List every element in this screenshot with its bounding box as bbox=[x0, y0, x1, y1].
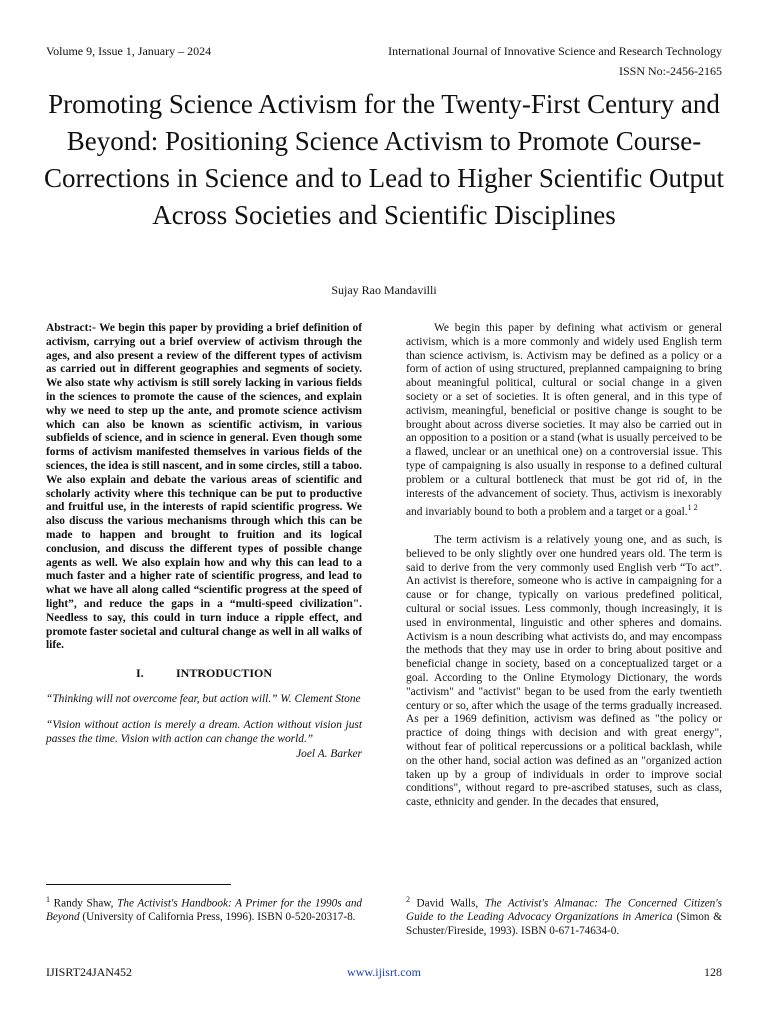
footnote-refs: 1 2 bbox=[687, 503, 698, 513]
paper-title: Promoting Science Activism for the Twenty-First Century and Beyond: Positioning Science Activism to Promote Course-Corrections in Science and to Lead to Higher Scientific Output Across Societies and Scientific Disciplines bbox=[43, 89, 725, 230]
paragraph-text: We begin this paper by defining what activism or general activism, which is a more commonly and widely used English term than science activism, is. Activism may be defined as a policy or a form of action of using structured, preplanned campaigning to bring about meaningful political, cultural or social change in a given society or a set of societies. It is often general, and in this type of activism, meaningful, beneficial or positive change is sought to be brought about across diverse societies. It may also be carried out in an opposition to a position or a stand (what is usually perceived to be a flawed, unclear or an unethical one) on a controversial issue. This type of campaigning is also usually in response to a defined cultural problem or a cultural bottleneck that must be got rid of, in the interests of the advancement of society. Thus, activism is inexorably and invariably bound to both a problem and a target or a goal. bbox=[406, 322, 722, 519]
quote-stone: “Thinking will not overcome fear, but action will.” W. Clement Stone bbox=[46, 692, 361, 705]
footnote-book-title: The Activist's Handbook: A Primer for the 1990s and Beyond bbox=[46, 897, 363, 924]
quote-author: Joel A. Barker bbox=[296, 748, 362, 761]
paragraph: The term activism is a relatively young one, and as such, is believed to be only slightly over one hundred years old. The term is said to derive from the very commonly used English verb “To act”. An activist is therefore, someone who is active in campaigning for a cause or for change, typically on various predefined political, cultural or social issues. Less commonly, though increasingly, it is used in environmental, linguistic and other spheres and domains. Activism is a noun describing what activists do, and may encompass the methods that they may use in order to bring about positive and beneficial change in society, based on a conceptualized target or a goal. According to the Online Etymology Dictionary, the words "activism" and "activist" began to be used from the early twentieth century or so, after which the usage of the terms gradually increased. As per a 1969 definition, activism was defined as "the policy or practice of doing things with decision and with great energy", without fear of political repercussions or a political backlash, while on the other hand, social action was defined as an "organized action taken up by a group of individuals in order to improve social conditions", without regard to pre-ascribed statuses, such as class, caste, ethnicity and gender. In the decades that ensured, bbox=[406, 533, 722, 809]
footnote-2 bbox=[406, 893, 722, 939]
footnote-number: 1 bbox=[46, 895, 50, 904]
journal-url[interactable]: www.ijisrt.com bbox=[347, 965, 421, 979]
journal-name: International Journal of Innovative Science and Research Technology bbox=[388, 44, 722, 58]
footnote-author: David Walls, bbox=[416, 897, 485, 910]
left-column bbox=[46, 322, 362, 762]
page-number: 128 bbox=[704, 965, 722, 979]
author-name: Sujay Rao Mandavilli bbox=[331, 283, 437, 297]
footnote-author: Randy Shaw, bbox=[53, 897, 118, 910]
footnote-details: (Simon & Schuster/Fireside, 1993). ISBN 0-671-74634-0. bbox=[406, 911, 722, 937]
section-heading bbox=[46, 667, 362, 681]
footnote-book-title: The Activist's Almanac: The Concerned Citizen's Guide to the Leading Advocacy Organizations in America bbox=[406, 897, 722, 924]
article-code: IJISRT24JAN452 bbox=[46, 965, 132, 979]
footnote-1 bbox=[46, 893, 362, 925]
footnote-rule bbox=[46, 884, 231, 885]
volume-info: Volume 9, Issue 1, January – 2024 bbox=[46, 44, 212, 58]
section-title: INTRODUCTION bbox=[175, 666, 272, 681]
quote-barker: “Vision without action is merely a dream. Action without vision just passes the time. Vision with action can change the world.” bbox=[46, 718, 362, 745]
footnote-number: 2 bbox=[406, 895, 410, 904]
section-number: I. bbox=[135, 666, 144, 681]
abstract-text: We begin this paper by providing a brief definition of activism, carrying out a brief overview of activism through the ages, and also present a review of the different types of activism as carried out in different geographies and segments of society. We also state why activism is still sorely lacking in various fields in the sciences to promote the cause of the sciences, and explain why we need to step up the ante, and promote science activism which can also be known as scientific activism, in various subfields of science, and in science in general. Even though some forms of activism manifested themselves in various fields of the sciences, the idea is still nascent, and in some circles, still a taboo. We also explain and debate the various areas of scientific and scholarly activity where this technique can be put to productive and fruitful use, in the interests of rapid scientific progress. We also discuss the various mechanisms through which this can be made to happen and brought to fruition and its logical conclusion, and discuss the different types of possible change agents as well. We also explain how and why this can lead to a much faster and a higher rate of scientific progress, and lead to what we have all along called “scientific progress at the speed of light”, and reduce the gaps in a “multi-speed civilization". Needless to say, this could in turn induce a ripple effect, and promote faster societal and cultural change as well in all walks of life. bbox=[46, 322, 362, 652]
paragraph bbox=[406, 322, 722, 520]
footnote-details: (University of California Press, 1996). ISBN 0-520-20317-8. bbox=[79, 911, 356, 924]
right-column bbox=[406, 322, 722, 824]
issn: ISSN No:-2456-2165 bbox=[618, 64, 722, 78]
abstract bbox=[46, 322, 362, 653]
abstract-label: Abstract:- bbox=[46, 322, 96, 334]
